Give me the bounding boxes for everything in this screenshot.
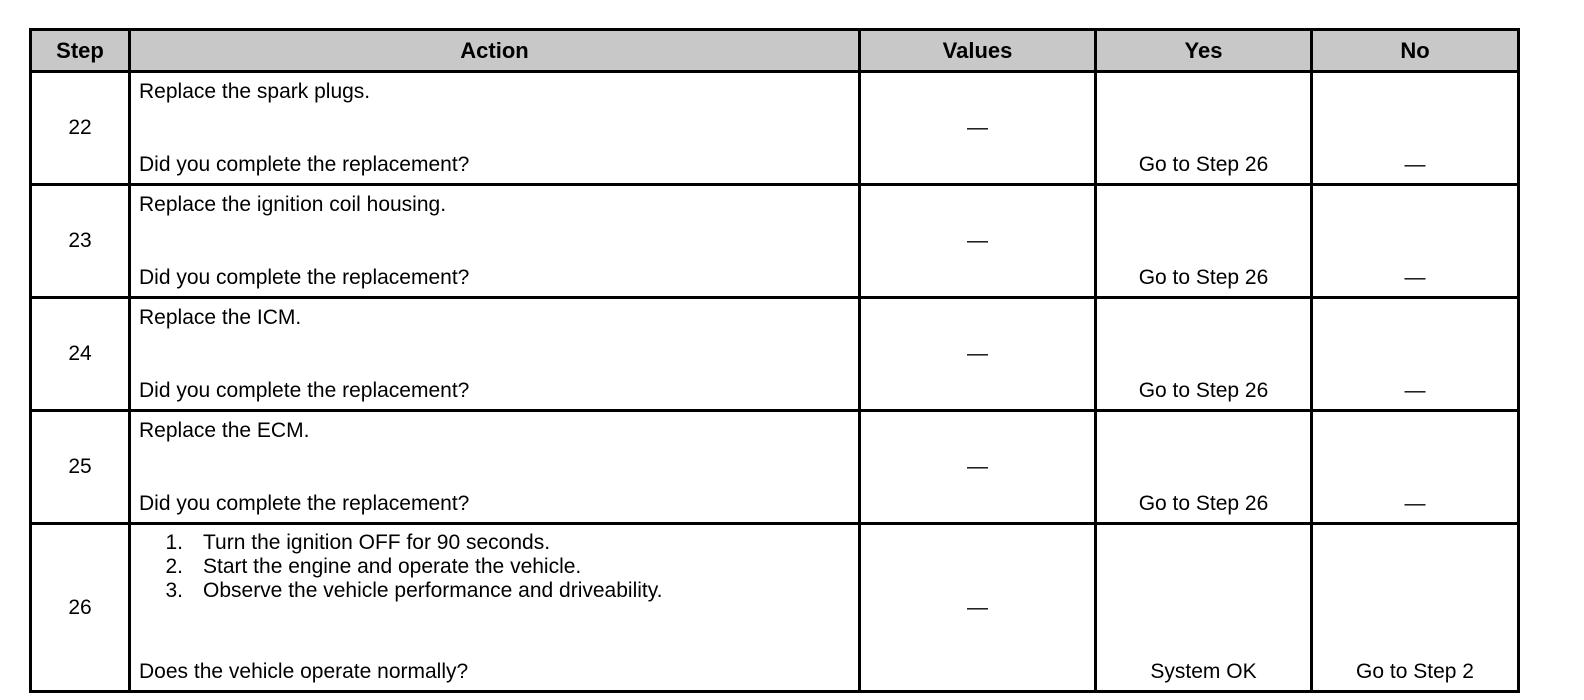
values-cell: — [860, 72, 1096, 185]
substep-text: Turn the ignition OFF for 90 seconds. [203, 531, 551, 554]
action-text: Replace the ECM. [139, 419, 310, 442]
action-cell [130, 185, 860, 298]
action-text: Replace the ICM. [139, 306, 302, 329]
step-number: 22 [31, 72, 130, 185]
step-number: 25 [31, 411, 130, 524]
step-number: 26 [31, 524, 130, 692]
step-number: 23 [31, 185, 130, 298]
action-question: Did you complete the replacement? [139, 153, 470, 176]
no-cell: Go to Step 2 [1312, 524, 1519, 692]
yes-cell: Go to Step 26 [1096, 72, 1312, 185]
substep-list [139, 531, 850, 603]
header-row [31, 30, 1519, 72]
no-cell: — [1312, 185, 1519, 298]
values-cell: — [860, 411, 1096, 524]
list-item [139, 555, 850, 579]
header-values: Values [860, 30, 1096, 72]
yes-cell: Go to Step 26 [1096, 185, 1312, 298]
values-cell: — [860, 298, 1096, 411]
no-cell: — [1312, 411, 1519, 524]
values-cell: — [860, 185, 1096, 298]
action-question: Does the vehicle operate normally? [139, 660, 469, 683]
table-row [31, 298, 1519, 411]
substep-number: 3. [165, 579, 183, 602]
substep-number: 1. [165, 531, 183, 554]
action-text: Replace the ignition coil housing. [139, 193, 447, 216]
substep-text: Start the engine and operate the vehicle. [203, 555, 582, 578]
no-cell: — [1312, 298, 1519, 411]
action-cell [130, 524, 860, 692]
list-item [139, 531, 850, 555]
values-cell: — [860, 524, 1096, 692]
header-action: Action [130, 30, 860, 72]
diagnostic-table [29, 28, 1520, 693]
action-question: Did you complete the replacement? [139, 492, 470, 515]
step-number: 24 [31, 298, 130, 411]
action-question: Did you complete the replacement? [139, 379, 470, 402]
action-cell [130, 411, 860, 524]
action-text: Replace the spark plugs. [139, 80, 371, 103]
yes-cell: Go to Step 26 [1096, 298, 1312, 411]
list-item [139, 579, 850, 603]
action-cell [130, 72, 860, 185]
header-yes: Yes [1096, 30, 1312, 72]
substep-text: Observe the vehicle performance and driveability. [203, 579, 663, 602]
table-row [31, 524, 1519, 692]
table-row [31, 185, 1519, 298]
yes-cell: System OK [1096, 524, 1312, 692]
substep-number: 2. [165, 555, 183, 578]
header-no: No [1312, 30, 1519, 72]
table-row [31, 411, 1519, 524]
header-step: Step [31, 30, 130, 72]
table-row [31, 72, 1519, 185]
no-cell: — [1312, 72, 1519, 185]
action-cell [130, 298, 860, 411]
yes-cell: Go to Step 26 [1096, 411, 1312, 524]
action-question: Did you complete the replacement? [139, 266, 470, 289]
